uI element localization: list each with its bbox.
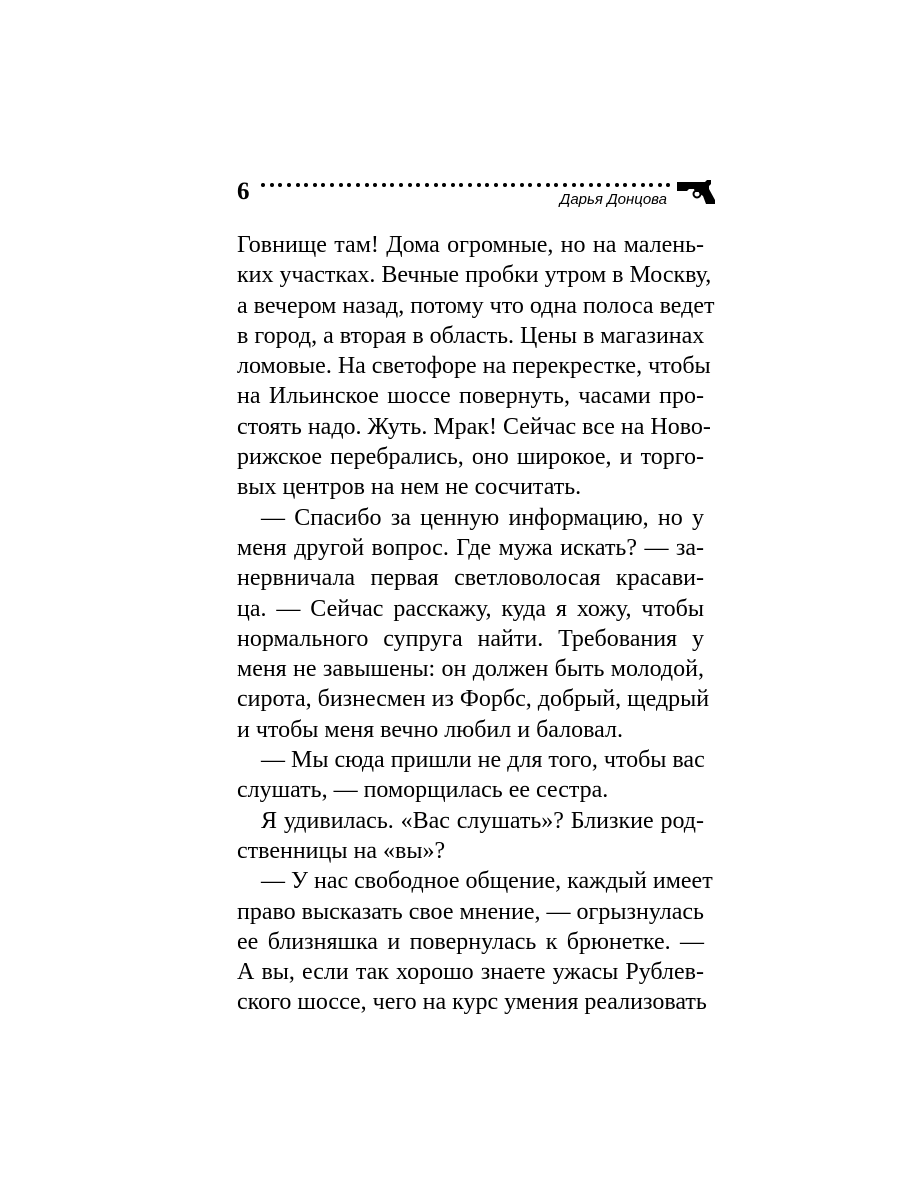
leader-dot	[287, 183, 291, 187]
leader-dot	[373, 183, 377, 187]
leader-dot	[520, 183, 524, 187]
leader-dot	[632, 183, 636, 187]
text-line: ее близняшка и повернулась к брюнетке. —	[237, 928, 704, 955]
text-line: ломовые. На светофоре на перекрестке, чтобы	[237, 353, 711, 380]
leader-dot	[623, 183, 627, 187]
leader-dot	[270, 183, 274, 187]
leader-dot	[658, 183, 662, 187]
text-line: меня другой вопрос. Где мужа искать? — за-	[237, 534, 704, 561]
leader-dot	[416, 183, 420, 187]
text-line: вых центров на нем не сосчитать.	[237, 474, 582, 501]
leader-dot	[382, 183, 386, 187]
leader-dot	[649, 183, 653, 187]
leader-dot	[554, 183, 558, 187]
text-line: и чтобы меня вечно любил и баловал.	[237, 716, 623, 743]
text-line: на Ильинское шоссе повернуть, часами про-	[237, 383, 704, 410]
leader-dot	[641, 183, 645, 187]
text-line: сирота, бизнесмен из Форбс, добрый, щедрый	[237, 686, 710, 713]
leader-dot	[503, 183, 507, 187]
leader-dot	[296, 183, 300, 187]
leader-dot	[313, 183, 317, 187]
leader-dot	[339, 183, 343, 187]
leader-dot	[528, 183, 532, 187]
leader-dot	[365, 183, 369, 187]
text-line: ственницы на «вы»?	[237, 837, 446, 864]
leader-dot	[615, 183, 619, 187]
leader-dot	[321, 183, 325, 187]
leader-dot	[330, 183, 334, 187]
leader-dot	[485, 183, 489, 187]
page-number: 6	[237, 178, 250, 205]
text-line: А вы, если так хорошо знаете ужасы Рублев-	[237, 959, 704, 986]
leader-dot	[408, 183, 412, 187]
leader-dot	[468, 183, 472, 187]
leader-dot	[304, 183, 308, 187]
text-line: Говнище там! Дома огромные, но на малень-	[237, 232, 704, 258]
leader-dot	[261, 183, 265, 187]
text-line: стоять надо. Жуть. Мрак! Сейчас все на Ново-	[237, 413, 711, 440]
leader-dot	[546, 183, 550, 187]
leader-dot	[278, 183, 282, 187]
leader-dot	[477, 183, 481, 187]
text-line: меня не завышены: он должен быть молодой,	[237, 656, 704, 683]
leader-dot	[451, 183, 455, 187]
leader-dot	[537, 183, 541, 187]
leader-dot	[572, 183, 576, 187]
text-line: — Спасибо за ценную информацию, но у	[261, 504, 704, 531]
text-line: — Мы сюда пришли не для того, чтобы вас	[261, 747, 705, 774]
leader-dot	[666, 183, 670, 187]
author-name: Дарья Донцова	[559, 191, 667, 208]
running-header	[237, 176, 717, 216]
leader-dot	[589, 183, 593, 187]
leader-dot	[494, 183, 498, 187]
text-line: ких участках. Вечные пробки утром в Москву,	[237, 262, 712, 289]
leader-dot	[425, 183, 429, 187]
leader-dot	[459, 183, 463, 187]
text-line: — У нас свободное общение, каждый имеет	[261, 868, 713, 895]
text-line: право высказать свое мнение, — огрызнулась	[237, 898, 704, 925]
leader-dot	[399, 183, 403, 187]
body-text	[237, 230, 715, 1018]
leader-dot	[606, 183, 610, 187]
leader-dot	[580, 183, 584, 187]
leader-dot	[442, 183, 446, 187]
leader-dot	[347, 183, 351, 187]
text-line: рижское перебрались, оно широкое, и торго-	[237, 444, 704, 471]
text-line: нормального супруга найти. Требования у	[237, 625, 704, 652]
revolver-icon	[675, 176, 717, 206]
leader-dot	[563, 183, 567, 187]
text-line: слушать, — поморщилась ее сестра.	[237, 777, 609, 804]
text-line: ского шоссе, чего на курс умения реализовать	[237, 989, 707, 1016]
text-line: в город, а вторая в область. Цены в магазинах	[237, 322, 705, 349]
text-line: ца. — Сейчас расскажу, куда я хожу, чтобы	[237, 595, 704, 622]
leader-dot	[511, 183, 515, 187]
text-line: а вечером назад, потому что одна полоса ведет	[237, 292, 715, 319]
leader-dot	[597, 183, 601, 187]
leader-dot	[390, 183, 394, 187]
text-line: нервничала первая светловолосая красави-	[237, 565, 704, 592]
leader-dot	[434, 183, 438, 187]
text-line: Я удивилась. «Вас слушать»? Близкие род-	[261, 807, 704, 834]
leader-dot	[356, 183, 360, 187]
